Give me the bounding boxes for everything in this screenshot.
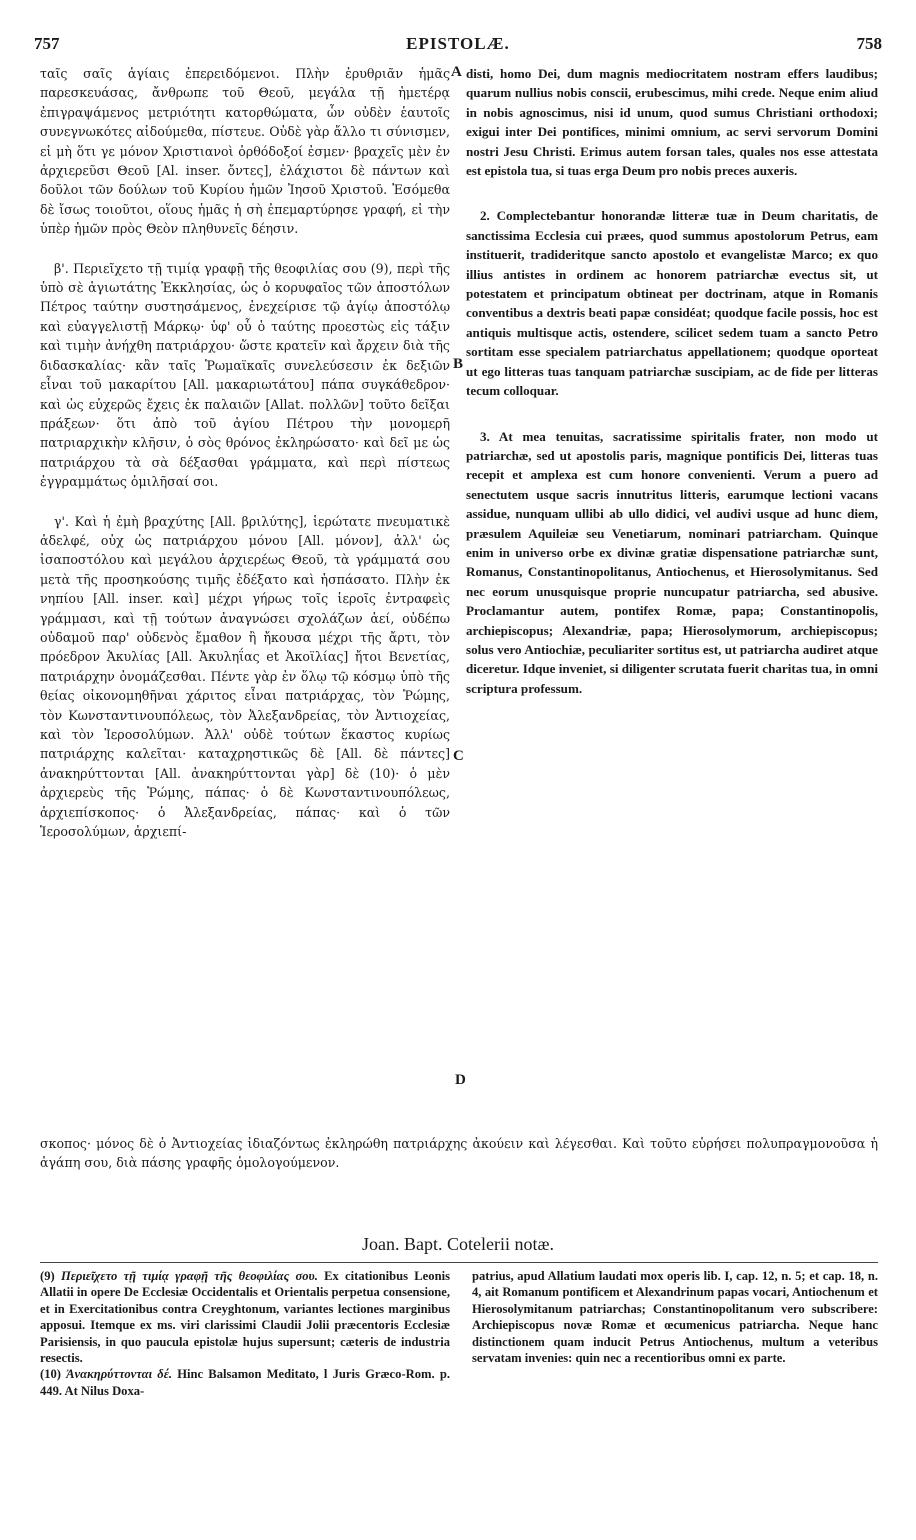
notes-divider — [40, 1262, 878, 1263]
running-title: EPISTOLÆ. — [406, 34, 510, 53]
greek-paragraph-2: β'. Περιεῖχετο τῇ τιμίᾳ γραφῇ τῆς θεοφιλίας σου (9), περὶ τῆς ὑπὸ σὲ ἁγιωτάτης Ἐκκλησίας, ὡς ὁ κορυφαῖος τῶν ἀποστόλων Πέτρος ταύτην συστησάμενος, ἐνεχείρισε τῷ ἁγίῳ ἀποστόλῳ καὶ εὐαγγελιστῇ Μάρκῳ· ὑφ' οὗ ὁ ταύτης προεστὼς εἰς τάξιν καὶ τιμὴν ἀνήχθη πατριάρχου· ὥστε κρατεῖν καὶ ἄρχειν διὰ τῆς διδασκαλίας· κἂν ταῖς Ῥωμαϊκαῖς συνελεύσεσιν ἐκ δεξιῶν εἶναι τοῦ μακαρίτου [All. μακαριωτάτου] πάπα συγκάθεδρον· καὶ ὡς εὐχερῶς ἔχεις ἐκ παλαιῶν [Allat. πολλῶν] τοῦτο δεῖξαι πράξεων· ὅτι ἀπὸ τοῦ ἁγίου Πέτρου τὴν μονομερῆ πατριαρχικὴν κλῆσιν, ὁ σὸς θρόνος ἐκληρώσατο· καὶ δεῖ με ὡς πατριάρχου τὰ σὰ δέξασθαι γράμματα, καὶ περὶ πίστεως ἐγγραμμάτως ὁμιλῆσαί σοι. — [40, 260, 450, 490]
page-number-right: 758 — [856, 34, 882, 53]
running-header — [34, 34, 882, 56]
page-number-left: 757 — [34, 34, 60, 53]
margin-letter-b: B — [453, 356, 464, 372]
greek-paragraph-3: γ'. Καὶ ἡ ἐμὴ βραχύτης [All. βριλύτης], ἱερώτατε πνευματικὲ ἀδελφέ, οὐχ ὡς πατριάρχου μόνου [All. μόνον], ἀλλ' ὡς ἰσαποστόλου καὶ μεγάλου ἀρχιερέως Θεοῦ, τὰ γράμματά σου μετὰ τῆς προσηκούσης τιμῆς ἐδέξατο καὶ ἠσπάσατο. Πλὴν ἐκ νηπίου [All. inser. καὶ] μέχρι γήρως τοῖς ἱεροῖς ἐντραφεὶς γράμμασι, καὶ τῇ τούτων ἀναγνώσει σχολάζων ἀεί, οὐδέπω οὐδαμοῦ παρ' οὐδενὸς ἔμαθον ἢ ἤκουσα μέχρι τῆς ἄρτι, τὸν πρόεδρον Ἀκυλίας [All. Ἀκυληΐας et Ἀκοϊλίας] ἤτοι Βενετίας, πατριάρχην ὀνομάζεσθαι. Πέντε γὰρ ἐν ὅλῳ τῷ κόσμῳ ὑπὸ τῆς θείας οἰκονομηθῆναι χάριτος εἶναι πατριάρχας, τὸν Ῥώμης, τὸν Κωνσταντινουπόλεως, τὸν Ἀλεξανδρείας, τὸν Ἀντιοχείας, καὶ τὸν Ἱεροσολύμων. Ἀλλ' οὐδὲ τούτων ἕκαστος κυρίως πατριάρχης καλεῖται· καταχρηστικῶς δὲ [All. δὲ πάντες] ἀνακηρύττονται [All. ἀνακηρύττονται γὰρ] δὲ (10)· ὁ μὲν ἀρχιερεὺς τῆς Ῥώμης, πάπας· ὁ δὲ Κωνσταντινουπόλεως, ἀρχιεπίσκοπος· ὁ Ἀλεξανδρείας, πάπας· καὶ ὁ τῶν Ἱεροσολύμων, ἀρχιεπί- — [40, 513, 450, 840]
greek-paragraph-3-continuation: σκοπος· μόνος δὲ ὁ Ἀντιοχείας ἰδιαζόντως ἐκληρώθη πατριάρχης ἀκούειν καὶ λέγεσθαι. Καὶ τοῦτο εὑρήσει πολυπραγμονοῦσα ἡ ἀγάπη σου, διὰ πάσης γραφῆς ὁμολογούμενον. — [40, 1136, 878, 1171]
notes-left-column — [40, 1268, 450, 1399]
latin-paragraph-2: 2. Complectebantur honorandæ litteræ tuæ in Deum charitatis, de sanctissima Ecclesia cui præes, quod summus apostolorum Petrus, eam instituerit, tradideritque sancto apostolo et evangelistæ Marco; ex quo illius antistes in ordinem ac honorem patriarchæ evectus sit, ut potestatem et principatum obtineat per doctrinam, atque in Romanis conventibus a dextris beati papæ considéat; quodque facile possis, hoc est antiquis multisque actis, ostendere, scilicet sedem tuam a sancto Petro sortitam esse specialem patriarchatus appellationem; quodque oporteat ut ego litteras tuas tanquam patriarchæ suscipiam, ac de fide per litteras tecum colloquar. — [466, 208, 878, 399]
note-10-lemma: Ἀνακηρύττονται δέ. — [66, 1367, 173, 1382]
latin-column — [466, 64, 878, 698]
note-10 — [40, 1366, 450, 1399]
note-10-continuation: patrius, apud Allatium laudati mox operis lib. I, cap. 12, n. 5; et cap. 18, n. 4, ait Romanum pontificem et Alexandrinum papas vocari, Antiochenum et Hierosolymitanum patriarchas; Constantinopolitanum vero subscribere: Archiepiscopus novæ Romæ et œcumenicus patriarcha. Neque hanc distinctionem quam inducit Petrus Antiochenus, multum a veteribus servatam invenies: quin nec a recentioribus omni ex parte. — [472, 1269, 878, 1366]
margin-letter-d: D — [455, 1072, 466, 1088]
latin-paragraph-1: disti, homo Dei, dum magnis mediocritatem nostram effers laudibus; quarum nullius nobis conscii, erubescimus, mihi crede. Neque enim aliud in nobis agnoscimus, nisi id unum, quod sumus Christiani orthodoxi; exigui inter Dei pontifices, minimi omnium, ac servi servorum Domini nostri Jesu Christi. Erimus autem forsan tales, quales nos esse attestata est epistola tua, si tuas erga Deum pro nobis preces auxeris. — [466, 66, 878, 179]
note-9-text: Ex citationibus Leonis Allatii in opere De Ecclesiæ Occidentalis et Orientalis perpetua consensione, et in Exercitationibus contra Creyghtonum, variantes lectiones marginibus apposui. Itemque ex ms. viri clarissimi Claudii Jolii præcentoris Ecclesiæ Parisiensis, in quo paucula epistolæ hujus supersunt; cæteris de industria resectis. — [40, 1269, 450, 1366]
greek-column — [40, 64, 450, 841]
latin-paragraph-3: 3. At mea tenuitas, sacratissime spiritalis frater, non modo ut patriarchæ, sed ut apostolis paris, magnique pontificis Dei, litteras tuas recepit et amplexa est cum honore convenienti. Verum a puero ad senectutem usque sacris innutritus litteris, earumque lectioni vacans assidue, nunquam ullibi ab ullo didici, vel audivi usque ad hunc diem, præsulem Aquileiæ seu Venetiarum, nominari patriarcham. Quinque enim in universo orbe ex divinæ gratiæ dispensatione patriarchæ sunt, Romanus, Constantinopolitanus, Antiochenus, et Hierosolymitanus. Sed nec eorum unusquisque proprie nuncupatur patriarcha, sed abusive. Proclamantur autem, pontifex Romæ, papa; Constantinopolis, archiepiscopus; Alexandriæ, papa; Hierosolymorum, archiepiscopus; solus vero Antiochiæ, peculiariter sortitus est, ut patriarcha audiret atque diceretur. Idque inveniet, si diligenter scrutata fuerit charitas tua, in omni scriptura professum. — [466, 428, 878, 696]
note-9-ref: (9) — [40, 1269, 61, 1283]
note-10-text: Hinc Balsamon Meditato, l Juris Græco-Rom. p. 449. At Nilus Doxa- — [40, 1367, 450, 1398]
margin-letter-c: C — [453, 748, 464, 764]
note-9-lemma: Περιεῖχετο τῇ τιμίᾳ γραφῇ τῆς θεοφιλίας σου. — [60, 1269, 318, 1283]
note-9 — [40, 1268, 450, 1366]
notes-right-column — [472, 1268, 878, 1366]
notes-heading: Joan. Bapt. Cotelerii notæ. — [362, 1234, 554, 1254]
margin-letter-a: A — [451, 64, 462, 80]
note-10-ref: (10) — [40, 1367, 67, 1382]
greek-paragraph-1: ταῖς σαῖς ἁγίαις ἐπερειδόμενοι. Πλὴν ἐρυθριᾶν ἡμᾶς παρεσκευάσας, ἄνθρωπε τοῦ Θεοῦ, μεγάλα τῇ ἡμετέρᾳ ἐπιγραψάμενος μετριότητι κατορθώματα, ὧν οὐδὲν ἑαυτοῖς συνεγνωκότες αἰδούμεθα, πίστευε. Οὐδὲ γὰρ ἄλλο τι σύνισμεν, εἰ μὴ ὅτι γε μόνον Χριστιανοὶ ὀρθόδοξοί ἐσμεν· βραχεῖς μὲν ἐν ἀρχιερεῦσι Θεοῦ [Al. inser. ὄντες], ἐλάχιστοι δὲ πάντων καὶ δοῦλοι τῶν δούλων τοῦ Κυρίου ἡμῶν Ἰησοῦ Χριστοῦ. Ἐσόμεθα δὲ ἴσως τοιοῦτοι, οἵους ἡμᾶς ἡ σὴ ἐπεμαρτύρησε γραφή, εἰ τὴν ὑπὲρ ἡμῶν πρὸς Θεὸν πληθυνεῖς δέησιν. — [40, 66, 450, 237]
